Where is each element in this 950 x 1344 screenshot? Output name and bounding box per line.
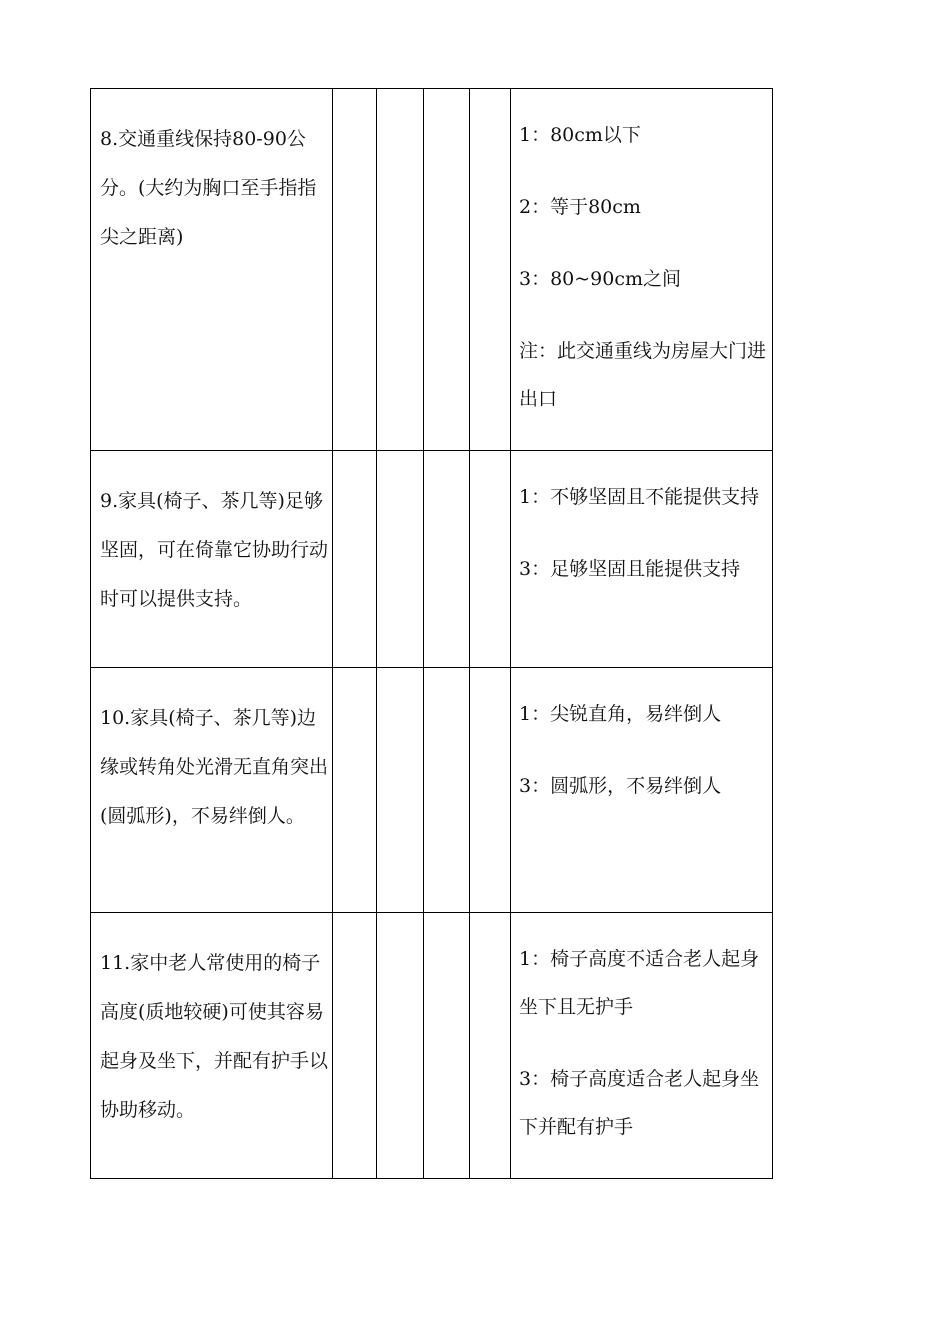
criteria-line: 1：椅子高度不适合老人起身坐下且无护手 (519, 948, 760, 1018)
item-text: 11.家中老人常使用的椅子高度(质地较硬)可使其容易起身及坐下，并配有护手以协助移动。 (100, 952, 329, 1121)
score-cell (470, 913, 511, 1179)
item-cell (91, 668, 333, 913)
score-cell (470, 451, 511, 668)
criteria-line: 1：尖锐直角，易绊倒人 (519, 703, 722, 725)
table-row (91, 668, 773, 913)
score-cell (333, 451, 377, 668)
criteria-line: 3：椅子高度适合老人起身坐下并配有护手 (519, 1068, 760, 1138)
score-cell (377, 89, 424, 451)
assessment-table (90, 88, 773, 1179)
table-row (91, 451, 773, 668)
score-cell (470, 668, 511, 913)
criteria-cell (511, 668, 773, 913)
criteria-cell (511, 913, 773, 1179)
item-cell (91, 913, 333, 1179)
criteria-line: 3：80~90cm之间 (519, 268, 682, 290)
criteria-line: 3：圆弧形，不易绊倒人 (519, 775, 722, 797)
criteria-cell (511, 89, 773, 451)
item-cell (91, 89, 333, 451)
score-cell (333, 913, 377, 1179)
criteria-line: 1：不够坚固且不能提供支持 (519, 486, 760, 508)
score-cell (424, 89, 470, 451)
score-cell (424, 913, 470, 1179)
item-text: 9.家具(椅子、茶几等)足够坚固，可在倚靠它协助行动时可以提供支持。 (100, 490, 329, 610)
criteria-cell (511, 451, 773, 668)
criteria-line: 1：80cm以下 (519, 124, 641, 146)
score-cell (377, 668, 424, 913)
score-cell (424, 668, 470, 913)
score-cell (377, 451, 424, 668)
score-cell (470, 89, 511, 451)
item-text: 10.家具(椅子、茶几等)边缘或转角处光滑无直角突出(圆弧形)，不易绊倒人。 (100, 707, 329, 827)
score-cell (424, 451, 470, 668)
criteria-note: 注：此交通重线为房屋大门进出口 (519, 340, 767, 410)
table-row (91, 89, 773, 451)
criteria-line: 2：等于80cm (519, 196, 641, 218)
criteria-line: 3：足够坚固且能提供支持 (519, 558, 741, 580)
item-text: 8.交通重线保持80-90公分。(大约为胸口至手指指尖之距离) (100, 128, 317, 248)
item-cell (91, 451, 333, 668)
score-cell (333, 89, 377, 451)
table-row (91, 913, 773, 1179)
score-cell (377, 913, 424, 1179)
score-cell (333, 668, 377, 913)
